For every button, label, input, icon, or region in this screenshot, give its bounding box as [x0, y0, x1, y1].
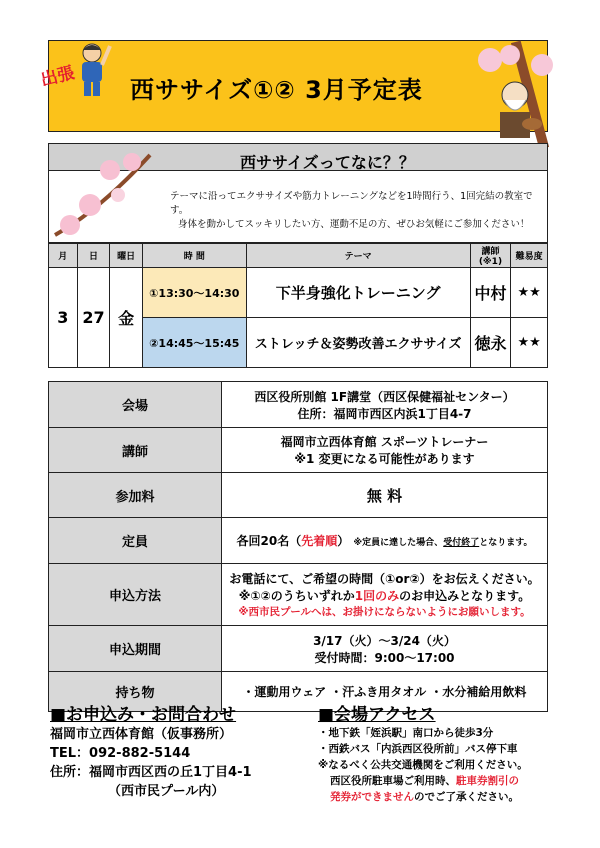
venue-label: 会場	[49, 382, 222, 428]
items-value: ・運動用ウェア ・汗ふき用タオル ・水分補給用飲料	[222, 672, 548, 712]
cell-level-1: ★★	[511, 268, 548, 318]
header-level: 難易度	[511, 244, 548, 268]
intro-line-1: テーマに沿ってエクササイズや筋力トレーニングなどを1時間行う、1回完結の教室です。	[170, 191, 533, 216]
cell-weekday: 金	[110, 268, 143, 368]
cherry-blossom-elder-illustration	[470, 40, 560, 150]
access-line-3: ※なるべく公共交通機関をご利用ください。	[318, 759, 528, 771]
intro-line-2: 身体を動かしてスッキリしたい方、運動不足の方、ぜひお気軽にご参加ください！	[178, 219, 530, 230]
venue-line-1: 西区役所別館 1F講堂（西区保健福祉センター）	[254, 389, 515, 404]
capacity-value	[222, 518, 548, 564]
cell-month: 3	[49, 268, 78, 368]
fee-label: 参加料	[49, 473, 222, 518]
apply-line-1: お電話にて、ご希望の時間（①or②）をお伝えください。	[229, 572, 540, 586]
contact-heading: ■お申込み・お問合わせ	[50, 705, 237, 725]
fee-value: 無 料	[222, 473, 548, 518]
period-line-1: 3/17（火）～3/24（火）	[313, 633, 456, 648]
period-label: 申込期間	[49, 626, 222, 672]
capacity-note-a: ※定員に達した場合、	[353, 538, 444, 548]
access-line-5	[318, 789, 558, 805]
teacher-value	[222, 428, 548, 473]
cell-time-2: ②14:45～15:45	[142, 318, 246, 368]
apply-value	[222, 564, 548, 626]
contact-address-2: （西市民プール内）	[108, 784, 225, 799]
info-table	[48, 381, 548, 712]
apply-line-3: ※西市民プールへは、お掛けにならないようにお願いします。	[238, 606, 531, 618]
table-row	[49, 564, 548, 626]
teacher-line-1: 福岡市立西体育館 スポーツトレーナー	[280, 435, 489, 449]
cherry-branch-illustration	[50, 150, 160, 242]
capacity-note-closed: 受付終了	[443, 538, 480, 548]
schedule-header-row	[49, 244, 548, 268]
cell-teacher-2: 徳永	[470, 318, 511, 368]
table-row	[49, 268, 548, 318]
header-time: 時 間	[142, 244, 246, 268]
intro-description	[170, 190, 540, 232]
access-parking-discount: 駐車券割引の	[456, 775, 519, 787]
apply-line-2	[223, 587, 546, 604]
table-row	[49, 382, 548, 428]
table-row	[49, 518, 548, 564]
cell-day: 27	[77, 268, 110, 368]
table-row	[49, 473, 548, 518]
venue-value	[222, 382, 548, 428]
capacity-a: 各回20名（	[236, 534, 302, 548]
header-theme: テーマ	[246, 244, 470, 268]
cell-theme-1: 下半身強化トレーニング	[246, 268, 470, 318]
period-line-2: 受付時間：9:00～17:00	[314, 650, 455, 665]
contact-address: 住所：福岡市西区西の丘1丁目4-1	[50, 765, 252, 780]
schedule-table	[48, 243, 548, 368]
apply-label: 申込方法	[49, 564, 222, 626]
apply-2c: のお申込みとなります。	[399, 589, 531, 603]
access-section	[318, 700, 558, 805]
access-line-1: ・地下鉄「姪浜駅」南口から徒歩3分	[318, 727, 494, 739]
apply-once: 1回のみ	[354, 589, 400, 603]
intro-title: 西ササイズってなに？？	[240, 153, 415, 172]
contact-tel: TEL：092-882-5144	[50, 746, 191, 761]
header-teacher: 講師(※1)	[470, 244, 511, 268]
items-label: 持ち物	[49, 672, 222, 712]
header-month: 月	[49, 244, 78, 268]
apply-2a: ※①②のうちいずれか	[238, 589, 355, 603]
cell-time-1: ①13:30～14:30	[142, 268, 246, 318]
access-line-4	[318, 773, 558, 789]
access-5b: のでご了承ください。	[414, 791, 519, 803]
page-title: 西ササイズ①② 3月予定表	[130, 76, 423, 104]
capacity-note-c: となります。	[479, 538, 533, 548]
table-row	[49, 428, 548, 473]
access-heading: ■会場アクセス	[318, 705, 436, 725]
contact-org: 福岡市立西体育館（仮事務所）	[50, 727, 233, 742]
access-no-ticket: 発券ができません	[330, 791, 414, 803]
capacity-first-come: 先着順	[301, 534, 338, 548]
header-day: 日	[77, 244, 110, 268]
capacity-c: ）	[337, 534, 350, 548]
contact-section	[50, 700, 310, 801]
access-line-2: ・西鉄バス「内浜西区役所前」バス停下車	[318, 743, 518, 755]
trainer-illustration	[72, 40, 112, 100]
period-value	[222, 626, 548, 672]
teacher-line-2: ※1 変更になる可能性があります	[294, 452, 475, 466]
teacher-label: 講師	[49, 428, 222, 473]
outreach-badge: 出張	[38, 63, 77, 91]
capacity-label: 定員	[49, 518, 222, 564]
cell-level-2: ★★	[511, 318, 548, 368]
header-weekday: 曜日	[110, 244, 143, 268]
venue-line-2: 住所：福岡市西区内浜1丁目4-7	[297, 406, 472, 421]
cell-teacher-1: 中村	[470, 268, 511, 318]
access-4a: 西区役所駐車場ご利用時、	[330, 775, 456, 787]
cell-theme-2: ストレッチ＆姿勢改善エクササイズ	[246, 318, 470, 368]
table-row	[49, 626, 548, 672]
